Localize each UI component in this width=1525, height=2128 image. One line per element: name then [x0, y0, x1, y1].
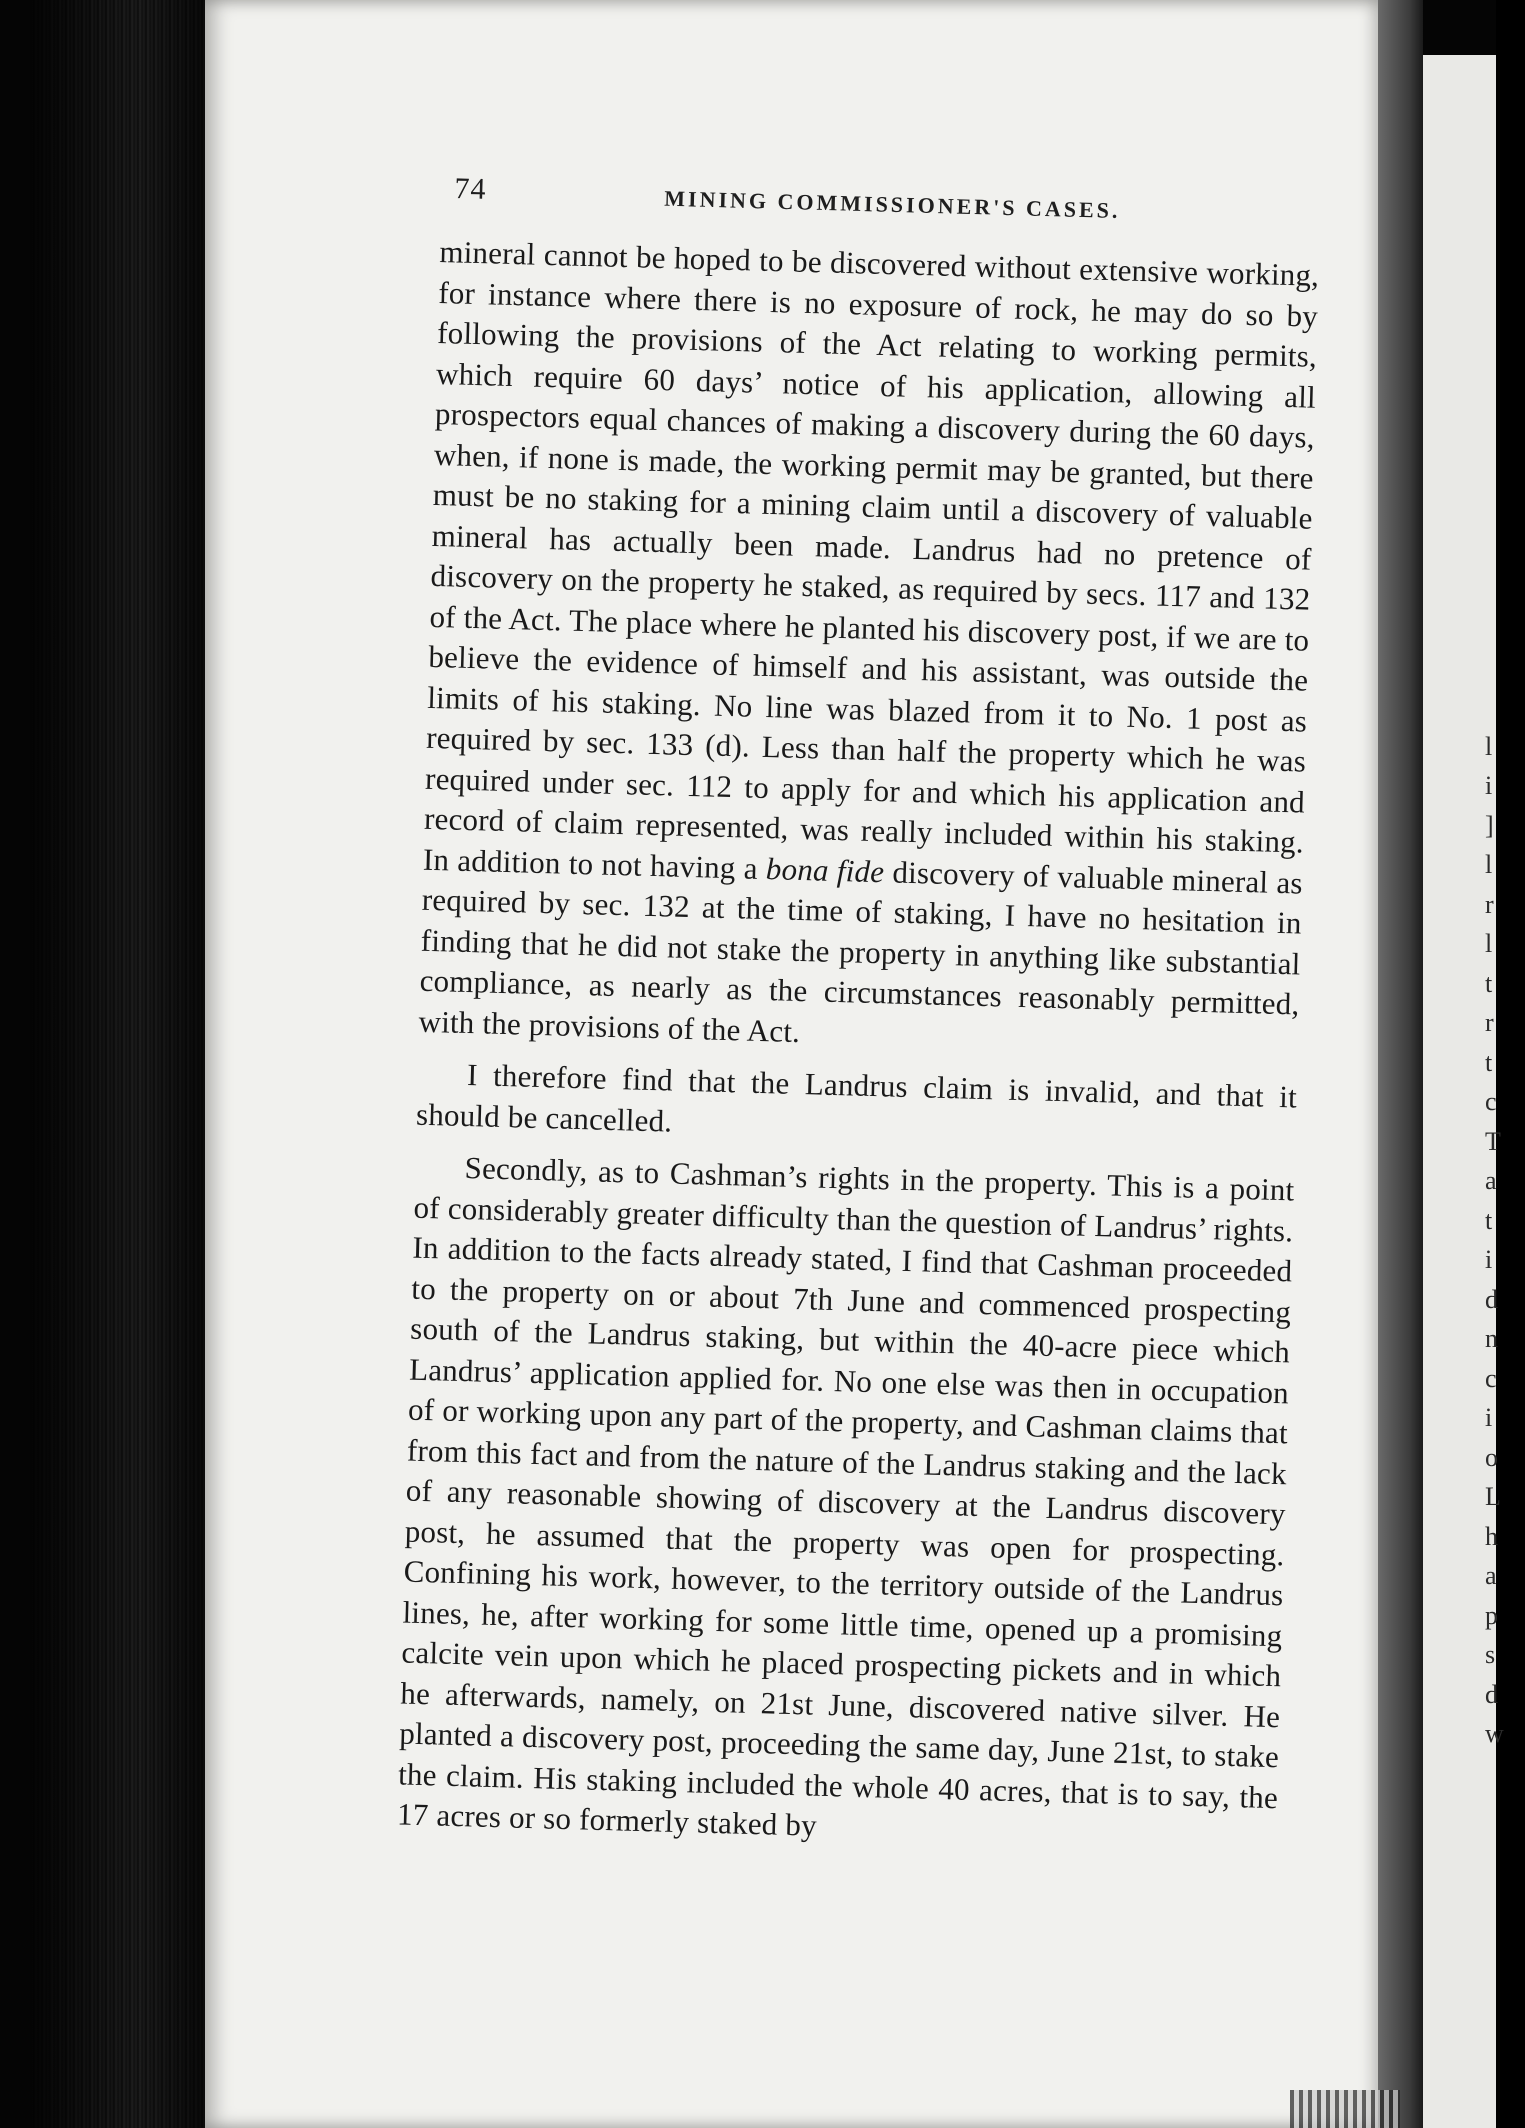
italic-phrase: bona fide [765, 850, 885, 889]
paragraph-cashman-rights: Secondly, as to Cashman’s rights in the property. This is a point of considerably greater difficulty than the question of Landrus’ rights. In addition to the facts already stated, I find that Cashman proceeded to the property on or about 7th June and commenced prospecting south of the Landrus staking, but within the 40-acre piece which Landrus’ application applied for. No one else was then in occupation of or working upon any part of the property, and Cashman claims that from this fact and from the nature of the Landrus staking and the lack of any reasonable showing of discovery at the Landrus discovery post, he assumed that the property was open for prospecting. Confining his work, however, to the territory outside of the Landrus lines, he, after working for some little time, opened up a promising calcite vein upon which he placed prospecting pickets and in which he afterwards, namely, on 21st June, discovered native silver. He planted a discovery post, proceeding the same day, June 21st, to stake the claim. His staking included the whole 40 acres, that is to say, the 17 acres or so formerly staked by [396, 1150, 1295, 1843]
running-head: MINING COMMISSIONER'S CASES. [664, 185, 1121, 224]
scan-artifact [1290, 2090, 1400, 2128]
book-page-edges [30, 0, 210, 2128]
paragraph-text: discovery of valuable mineral as required by sec. 132 at the time of staking, I have no hesitation in finding that he did not stake the property in anything like substantial compliance, as nearly as the circumstances reasonably permitted, with the provisions of the Act. [418, 853, 1304, 1049]
page-number: 74 [454, 172, 487, 206]
facing-page-letters: l i ] l r l t r t c T a t i d n c i o L h a p s d w [1485, 731, 1504, 1748]
facing-page-fragment [1423, 55, 1504, 2128]
gutter-shadow [1378, 0, 1423, 2128]
paragraph-finding: I therefore find that the Landrus claim is invalid, and that it should be cancelled. [415, 1057, 1298, 1139]
paragraph-text: mineral cannot be hoped to be discovered without extensive working, for instance where there is no exposure of rock, he may do so by following the provisions of the Act relating to working permits, which require 60 days’ notice of his application, allowing all prospectors equal chances of making a discovery during the 60 days, when, if none is made, the working permit may be granted, but there must be no staking for a mining claim until a discovery of valuable mineral has actually been made. Landrus had no pretence of discovery on the property he staked, as required by secs. 117 and 132 of the Act. The place where he planted his discovery post, if we are to believe the evidence of himself and his assistant, was outside the limits of his staking. No line was blazed from it to No. 1 post as required by sec. 133 (d). Less than half the property which he was required under sec. 112 to apply for and which his application and record of claim represented, was really included within his staking. In addition to not having a [422, 233, 1320, 886]
paragraph-continuation [418, 232, 1320, 1066]
body-text [397, 232, 1320, 1859]
